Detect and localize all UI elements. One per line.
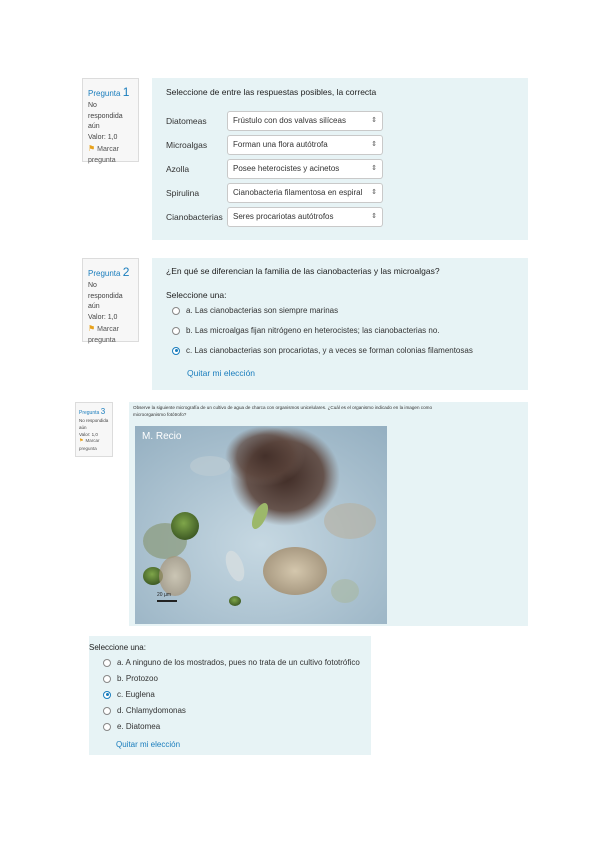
question-content-1 (152, 78, 528, 240)
match-term: Cianobacterias (166, 212, 223, 222)
select-caret-icon: ⇕ (371, 141, 377, 148)
flag-icon: ⚑ (88, 144, 96, 153)
clear-choice-link[interactable]: Quitar mi elección (116, 740, 181, 749)
match-select[interactable]: Cianobacteria filamentosa en espiral ⇕ (227, 183, 383, 203)
question-score: Valor: 1,0 (88, 133, 118, 141)
radio-button[interactable] (172, 307, 180, 315)
question-status: No respondida aún (79, 418, 109, 430)
question-info-2 (82, 258, 139, 342)
flag-icon: ⚑ (79, 438, 84, 445)
select-one-label: Seleccione una: (89, 643, 146, 652)
match-term: Diatomeas (166, 116, 207, 126)
answer-option-b[interactable]: b. Protozoo (103, 674, 158, 683)
radio-button[interactable] (103, 723, 111, 731)
question-prompt: Observe la siguiente micrografía de un cultivo de agua de charca con organismos unicelulares. ¿Cuál es el organismo indicado en la imagen como (133, 405, 433, 410)
answer-option-a[interactable]: a. A ninguno de los mostrados, pues no trata de un cultivo fototrófico (103, 658, 360, 667)
question-content-2 (152, 258, 528, 390)
radio-button[interactable] (103, 675, 111, 683)
match-select[interactable]: Posee heterocistes y acinetos ⇕ (227, 159, 383, 179)
answer-option-c[interactable]: c. Euglena (103, 690, 155, 699)
radio-button[interactable] (172, 327, 180, 335)
question-info-3 (75, 402, 113, 457)
flag-question-button[interactable]: ⚑ Marcar pregunta (88, 324, 119, 344)
scale-bar-label: 20 µm (157, 592, 171, 598)
question-title: Pregunta 3 (79, 407, 106, 416)
answer-option-a[interactable]: a. Las cianobacterias son siempre marinas (172, 306, 338, 315)
select-caret-icon: ⇕ (371, 165, 377, 172)
answer-option-c[interactable]: c. Las cianobacterias son procariotas, y a veces se forman colonias filamentosas (172, 346, 473, 355)
question-info-1 (82, 78, 139, 162)
answer-option-e[interactable]: e. Diatomea (103, 722, 160, 731)
match-term: Microalgas (166, 140, 208, 150)
question-prompt: Seleccione de entre las respuestas posibles, la correcta (166, 87, 377, 97)
question-prompt-continued: microorganismo fotótrofo? (133, 412, 187, 417)
match-select[interactable]: Forman una flora autótrofa ⇕ (227, 135, 383, 155)
question-status: No respondida aún (88, 282, 123, 310)
photo-watermark: M. Recio (142, 431, 182, 442)
flag-icon: ⚑ (88, 324, 96, 333)
clear-choice-link[interactable]: Quitar mi elección (187, 368, 256, 378)
question-score: Valor: 1,0 (79, 431, 98, 437)
question-content-3-answers (89, 636, 371, 755)
match-select[interactable]: Seres procariotas autótrofos ⇕ (227, 207, 383, 227)
select-caret-icon: ⇕ (371, 117, 377, 124)
question-score: Valor: 1,0 (88, 313, 118, 321)
match-select[interactable]: Frústulo con dos valvas silíceas ⇕ (227, 111, 383, 131)
select-caret-icon: ⇕ (371, 189, 377, 196)
match-term: Azolla (166, 164, 190, 174)
radio-button[interactable] (103, 659, 111, 667)
radio-button-selected[interactable] (172, 347, 180, 355)
radio-button[interactable] (103, 707, 111, 715)
flag-question-button[interactable]: ⚑ Marcar pregunta (88, 144, 119, 164)
micrograph-drawing (135, 426, 387, 624)
flag-question-button[interactable]: ⚑ Marcar pregunta (79, 438, 100, 451)
answer-option-b[interactable]: b. Las microalgas fijan nitrógeno en heterocistes; las cianobacterias no. (172, 326, 440, 335)
match-term: Spirulina (166, 188, 200, 198)
question-title: Pregunta 1 (88, 85, 130, 99)
select-one-label: Seleccione una: (166, 290, 227, 300)
question-status: No respondida aún (88, 102, 123, 130)
select-caret-icon: ⇕ (371, 213, 377, 220)
radio-button-selected[interactable] (103, 691, 111, 699)
micrograph-image (135, 426, 387, 624)
question-prompt: ¿En qué se diferencian la familia de las cianobacterias y las microalgas? (166, 266, 440, 276)
question-title: Pregunta 2 (88, 265, 130, 279)
answer-option-d[interactable]: d. Chlamydomonas (103, 706, 186, 715)
